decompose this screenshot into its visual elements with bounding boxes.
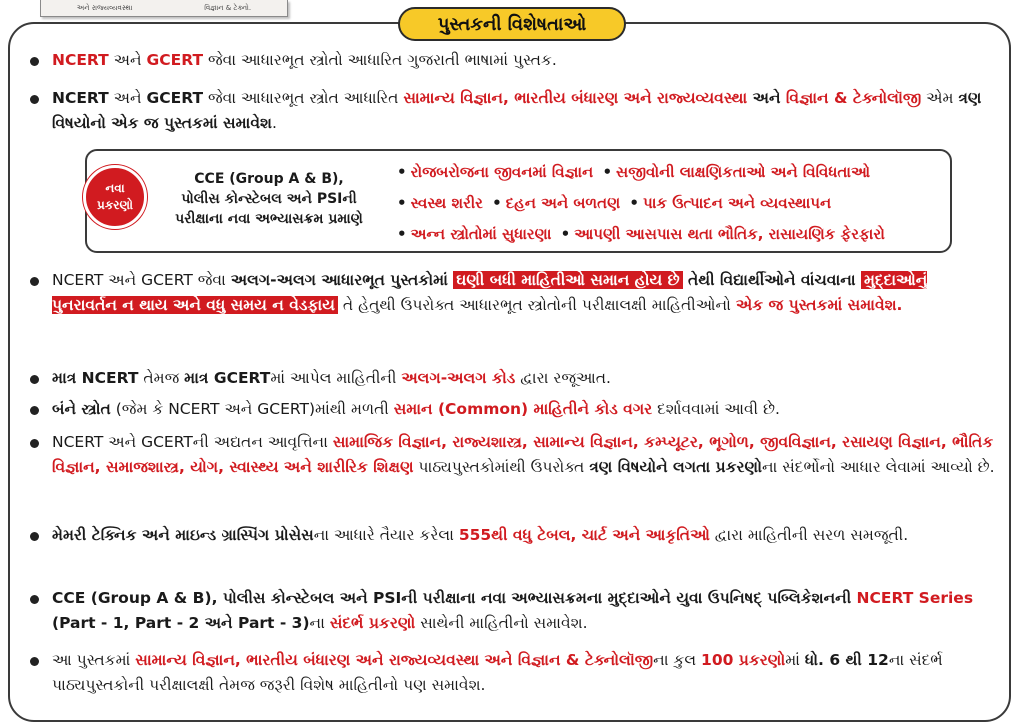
text-ncert: NCERT <box>52 51 109 69</box>
text-bold: અલગ-અલગ આધારભૂત પુસ્તકો <box>230 271 434 289</box>
bullet-dot: • <box>602 163 613 181</box>
book-cover-strip <box>40 0 288 17</box>
text-bold: ત્રણ વિષયોને લગતા પ્રકરણો <box>589 458 762 476</box>
text: ના સંદર્ભ પાઠ્યપુસ્તકોની પરીક્ષાલક્ષી તેમજ જરૂરી વિશેષ માહિતીનો પણ સમાવેશ. <box>52 651 943 694</box>
feature-item-2 <box>24 86 996 136</box>
text: અને <box>108 89 147 107</box>
exam-line-3: પરીક્ષાના નવા અભ્યાસક્રમ પ્રમાણે <box>175 211 363 227</box>
bullet-dot <box>30 439 39 448</box>
topic: દહન અને બળતણ <box>505 194 621 212</box>
bullet-dot <box>30 406 39 415</box>
feature-item-9 <box>24 648 996 698</box>
text-bold: બંને સ્ત્રોત <box>52 400 111 418</box>
topic: પાક ઉત્પાદન અને વ્યવસ્થાપન <box>643 194 832 212</box>
new-chapters-box <box>85 149 952 253</box>
text: ના કુલ <box>653 651 702 669</box>
badge-line-1: નવા <box>105 181 125 195</box>
topic: આપણી આસપાસ થતા ભૌતિક, રાસાયણિક ફેરફારો <box>574 225 885 243</box>
text: અને <box>747 89 786 107</box>
text: NCERT <box>52 89 109 107</box>
text: તેમજ <box>138 369 185 387</box>
topics-row-1 <box>393 157 953 188</box>
text: તે હેતુથી ઉપરોક્ત આધારભૂત સ્ત્રોતોની પરીક્ષાલક્ષી માહિતીઓનો <box>337 296 736 314</box>
bullet-dot: • <box>397 225 407 243</box>
text-highlight: 555થી વધુ ટેબલ, ચાર્ટ અને આકૃતિઓ <box>458 526 710 544</box>
text: સાથેની માહિતીનો સમાવેશ. <box>415 614 588 632</box>
text-highlight: 100 પ્રકરણો <box>701 651 786 669</box>
text: માં આપેલ માહિતીની <box>270 369 402 387</box>
text: માં <box>433 271 454 289</box>
text: તેથી વિદ્યાર્થીઓને વાંચવાના <box>682 271 861 289</box>
feature-item-6 <box>24 430 996 480</box>
bullet-dot <box>30 657 39 666</box>
feature-item-1 <box>24 48 996 73</box>
text-highlight: NCERT Series <box>856 589 974 607</box>
text-highlight-box: ઘણી બધી માહિતીઓ સમાન હોય છે <box>453 271 682 289</box>
text: માં <box>785 651 805 669</box>
exam-line-2: પોલીસ કોન્સ્ટેબલ અને PSIની <box>181 191 357 207</box>
bullet-dot: • <box>492 194 502 212</box>
text-bold: (Part - 1, Part - 2 અને Part - 3) <box>52 614 310 632</box>
topics-row-3 <box>393 219 953 250</box>
text-highlight: સામાન્ય વિજ્ઞાન, ભારતીય બંધારણ અને રાજ્યવ્યવસ્થા <box>403 89 748 107</box>
topic: અન્ન સ્ત્રોતોમાં સુધારણા <box>410 225 552 243</box>
text: દ્વારા માહિતીની સરળ સમજૂતી. <box>709 526 909 544</box>
book-strip-text-left: અને રાજ્યવ્યવસ્થા <box>76 3 133 12</box>
feature-item-3 <box>24 268 996 318</box>
bullet-dot: • <box>397 194 407 212</box>
topics-row-2 <box>393 188 953 219</box>
text-highlight: અલગ-અલગ કોડ <box>401 369 516 387</box>
text: NCERT અને GCERTની અદ્યતન આવૃત્તિના <box>52 433 333 451</box>
topic: રોજબરોજના જીવનમાં વિજ્ઞાન <box>410 163 594 181</box>
badge-line-2: પ્રકરણો <box>97 198 133 212</box>
text-bold: માત્ર NCERT <box>52 369 139 387</box>
text: જેવા આધારભૂત સ્ત્રોત આધારિત <box>203 89 404 107</box>
bullet-dot <box>30 277 39 286</box>
section-title-banner <box>398 7 626 41</box>
exam-line-1: CCE (Group A & B), <box>194 171 344 187</box>
text: (જેમ કે NCERT અને GCERT)માંથી મળતી <box>110 400 394 418</box>
text-highlight: સામાન્ય વિજ્ઞાન, ભારતીય બંધારણ અને રાજ્યવ્યવસ્થા અને વિજ્ઞાન & ટેક્નોલૉજી <box>135 651 654 669</box>
text: પાઠ્યપુસ્તકોમાંથી ઉપરોક્ત <box>413 458 590 476</box>
text: . <box>271 114 277 132</box>
bullet-dot <box>30 95 39 104</box>
text-bold: CCE (Group A & B), પોલીસ કોન્સ્ટેબલ અને PSIની પરીક્ષાના નવા અભ્યાસક્રમના મુદ્દાઓને યુવા ઉપનિષદ્ પબ્લિકેશનની <box>52 589 857 607</box>
text: NCERT અને GCERT જેવા <box>52 271 231 289</box>
text: દ્વારા રજૂઆત. <box>515 369 611 387</box>
text: ના આધારે તૈયાર કરેલા <box>313 526 459 544</box>
text-highlight: એક જ પુસ્તકમાં સમાવેશ. <box>735 296 903 314</box>
feature-item-8 <box>24 586 996 636</box>
text: જેવા આધારભૂત સ્ત્રોતો આધારિત ગુજરાતી ભાષામાં પુસ્તક. <box>203 51 557 69</box>
text-bold: ત્રણ વિષયોનો એક જ પુસ્તકમાં સમાવેશ <box>52 89 982 132</box>
new-topics-list <box>393 157 953 250</box>
text-highlight: સામાજિક વિજ્ઞાન, રાજ્યશાસ્ત્ર, સામાન્ય વિજ્ઞાન, કમ્પ્યૂટર, ભૂગોળ, જીવવિજ્ઞાન, રસાયણ વિજ્ઞાન, ભૌતિક વિજ્ઞાન, સમાજશાસ્ત્ર, યોગ, સ્વાસ્થ્ય અને શારીરિક શિક્ષણ <box>52 433 994 476</box>
text-bold: ધો. 6 થી 12 <box>804 651 889 669</box>
text: ના <box>309 614 330 632</box>
book-strip-text-right: વિજ્ઞાન & ટેક્નો. <box>204 3 252 12</box>
new-chapters-badge <box>83 165 147 229</box>
text-highlight-box: મુદ્દાઓનું પુનરાવર્તન ન થાય અને વધુ સમય ન વેડફાય <box>52 271 928 314</box>
bullet-dot <box>30 375 39 384</box>
bullet-dot: • <box>560 225 571 243</box>
bullet-dot <box>30 57 39 66</box>
text-gcert: GCERT <box>146 51 204 69</box>
feature-item-4 <box>24 366 996 391</box>
bullet-dot: • <box>629 194 639 212</box>
bullet-dot <box>30 595 39 604</box>
text: આ પુસ્તકમાં <box>52 651 136 669</box>
bullet-dot: • <box>397 163 407 181</box>
feature-item-5 <box>24 397 996 422</box>
text: ના સંદર્ભોનો આધાર લેવામાં આવ્યો છે. <box>761 458 995 476</box>
text-bold: માત્ર GCERT <box>184 369 271 387</box>
section-title: પુસ્તકની વિશેષતાઓ <box>437 13 587 35</box>
text-highlight: વિજ્ઞાન & ટેક્નોલૉજી <box>785 89 922 107</box>
bullet-dot <box>30 532 39 541</box>
topic: સ્વસ્થ શરીર <box>410 194 483 212</box>
text: અને <box>108 51 147 69</box>
feature-item-7 <box>24 523 996 548</box>
text-bold: મેમરી ટેક્નિક અને માઇન્ડ ગ્રાસ્પિંગ પ્રોસેસ <box>52 526 314 544</box>
text: એમ <box>921 89 959 107</box>
exam-description <box>149 169 389 229</box>
topic: સજીવોની લાક્ષણિકતાઓ અને વિવિધતાઓ <box>616 163 871 181</box>
text-highlight: સમાન (Common) માહિતીને કોડ વગર <box>393 400 653 418</box>
text: GCERT <box>146 89 204 107</box>
text-highlight: સંદર્ભ પ્રકરણો <box>329 614 416 632</box>
text: દર્શાવવામાં આવી છે. <box>652 400 780 418</box>
